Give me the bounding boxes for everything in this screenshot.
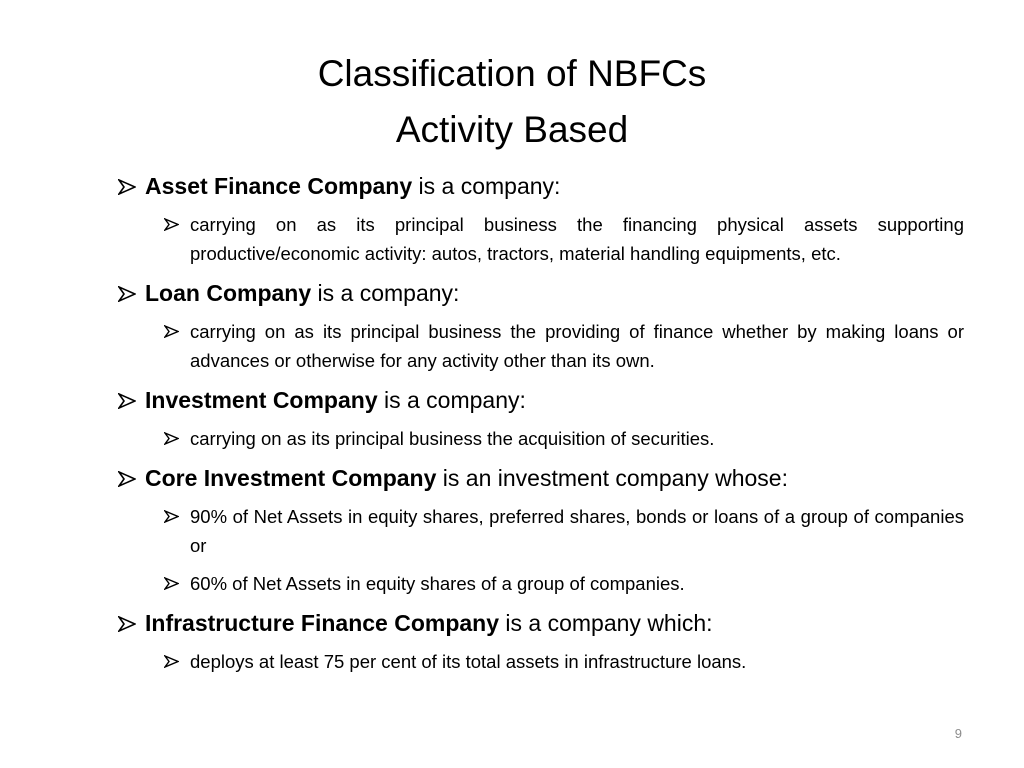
bullet-core-investment-company <box>118 462 964 494</box>
term-description: is a company: <box>377 387 526 413</box>
arrow-bullet-icon <box>118 462 138 494</box>
title-line-1: Classification of NBFCs <box>317 53 707 94</box>
term-description: is a company: <box>311 280 460 306</box>
arrow-bullet-icon <box>164 502 182 531</box>
bullet-investment-company <box>118 384 964 416</box>
sub-bullet <box>164 424 964 453</box>
term-description: is a company which: <box>499 610 713 636</box>
term: Investment Company <box>145 387 378 413</box>
sub-bullet-text: carrying on as its principal business the providing of finance whether by making loans or advances or otherwise for any activity other than its own. <box>190 321 964 371</box>
sub-bullet <box>164 317 964 375</box>
sub-bullet-text: deploys at least 75 per cent of its total assets in infrastructure loans. <box>190 651 747 672</box>
arrow-bullet-icon <box>164 569 182 598</box>
arrow-bullet-icon <box>118 384 138 416</box>
sub-bullet <box>164 569 964 598</box>
arrow-bullet-icon <box>118 170 138 202</box>
sub-bullet-text: 60% of Net Assets in equity shares of a group of companies. <box>190 573 685 594</box>
term-description: is an investment company whose: <box>436 465 788 491</box>
arrow-bullet-icon <box>164 424 182 453</box>
sub-bullet <box>164 647 964 676</box>
bullet-asset-finance-company <box>118 170 964 202</box>
bullet-loan-company <box>118 277 964 309</box>
slide-title <box>0 46 1024 158</box>
sub-bullet-text: carrying on as its principal business the financing physical assets supporting productive/economic activity: autos, tractors, material handling equipments, etc. <box>190 214 964 264</box>
sub-bullet-text: 90% of Net Assets in equity shares, preferred shares, bonds or loans of a group of companies or <box>190 506 964 556</box>
term-description: is a company: <box>412 173 561 199</box>
sub-bullet-text: carrying on as its principal business the acquisition of securities. <box>190 428 715 449</box>
sub-bullet <box>164 502 964 560</box>
arrow-bullet-icon <box>118 277 138 309</box>
arrow-bullet-icon <box>118 607 138 639</box>
arrow-bullet-icon <box>164 210 182 239</box>
title-line-2: Activity Based <box>395 109 629 150</box>
arrow-bullet-icon <box>164 647 182 676</box>
term: Loan Company <box>145 280 312 306</box>
sub-bullet <box>164 210 964 268</box>
term: Asset Finance Company <box>145 173 413 199</box>
bullet-infrastructure-finance-company <box>118 607 964 639</box>
bullet-list <box>118 170 964 685</box>
term: Core Investment Company <box>145 465 437 491</box>
arrow-bullet-icon <box>164 317 182 346</box>
term: Infrastructure Finance Company <box>145 610 500 636</box>
page-number: 9 <box>954 726 962 741</box>
